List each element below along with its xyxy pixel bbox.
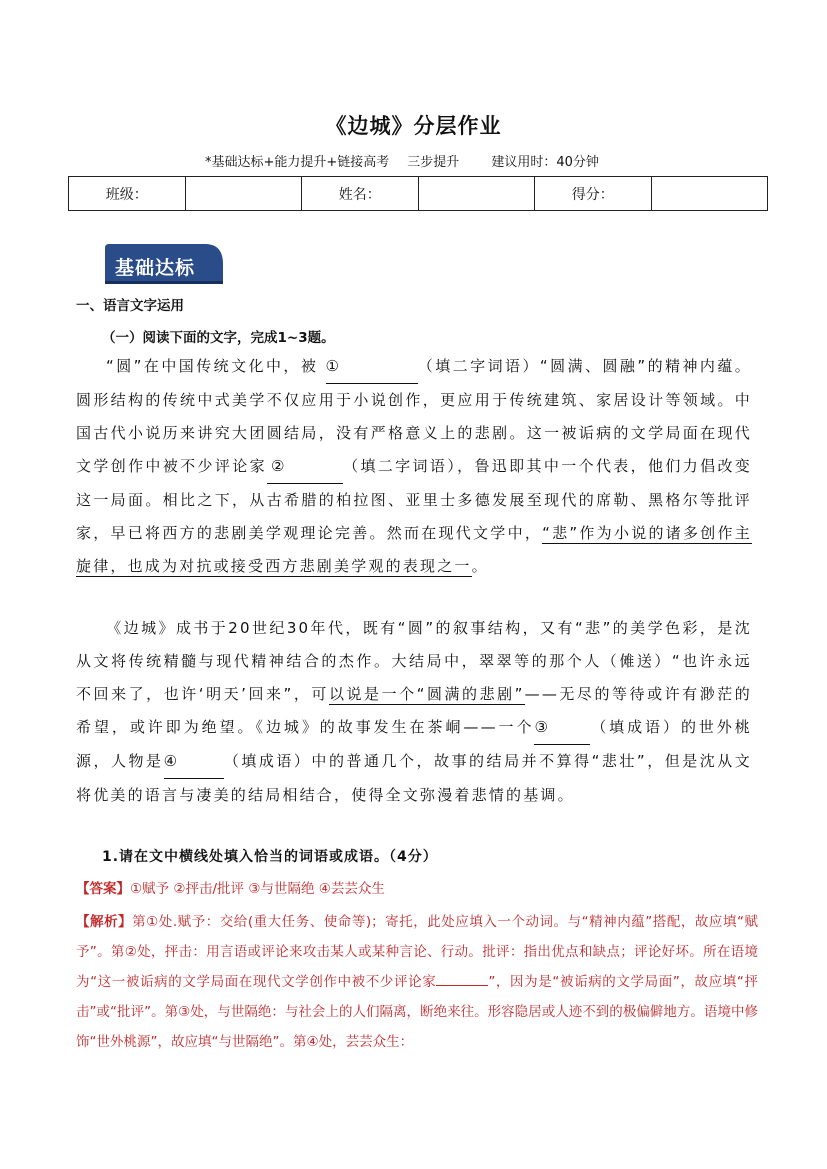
passage-text: （填成语）中的普通几个，故事的结局并不算得“悲壮”，但是沈从文将优美的语言与凄美的结局相结合，使得全文弥漫着悲情的基调。 xyxy=(76,752,752,804)
reading-instruction: （一）阅读下面的文字，完成1~3题。 xyxy=(102,330,335,346)
steps-label: 三步提升 xyxy=(407,155,460,170)
underlined-sentence: “悲”作为小说的诸多创作主旋律，也成为对抗或接受西方悲剧美学观的表现之一 xyxy=(76,524,752,575)
blank-2[interactable]: ② xyxy=(267,450,343,484)
answer-label: 【答案】 xyxy=(76,881,130,897)
section-heading: 一、语言文字运用 xyxy=(76,298,184,314)
page-title: 《边城》分层作业 xyxy=(325,114,502,138)
class-field[interactable] xyxy=(185,177,302,211)
passage-paragraph-2 xyxy=(76,612,752,812)
analysis-block xyxy=(76,907,758,1057)
name-field[interactable] xyxy=(418,177,535,211)
blank-3[interactable]: ③ xyxy=(534,711,590,745)
question-1: 1.请在文中横线处填入恰当的词语或成语。（4分） xyxy=(102,849,438,865)
underlined-phrase: 以说是一个“圆满的悲剧” xyxy=(328,685,525,703)
section-tab xyxy=(105,244,223,284)
answer-line xyxy=(76,877,385,897)
analysis-label: 【解析】 xyxy=(76,914,133,930)
blank-4[interactable]: ④ xyxy=(164,745,224,779)
analysis-text-continued: ”，因为是“被诟病的文学局面”，故应填“抨击”或“批评”。第③处，与世隔绝：与社会上的人们隔离，断绝来往。形容隐居或人迹不到的极偏僻地方。语境中修饰“世外桃源”，故应填“与世隔绝”。第④处，芸芸众生： xyxy=(76,974,758,1050)
section-tab-label: 基础达标 xyxy=(115,257,196,279)
passage-text: ——无尽的等待或许有渺茫的希望，或许即为绝望。《边城》的故事发生在茶峒——一个 xyxy=(76,685,752,736)
passage-paragraph-1 xyxy=(76,350,752,583)
answer-text: ①赋予 ②抨击/批评 ③与世隔绝 ④芸芸众生 xyxy=(130,881,385,897)
class-label: 班级： xyxy=(69,177,186,211)
passage-text: 《边城》成书于20世纪30年代，既有“圆”的叙事结构，又有“悲”的美学色彩，是沈从文将传统精髓与现代精神结合的杰作。大结局中，翠翠等的那个人（傩送）“也许永远不回来了，也许‘明天’回来”，可 xyxy=(76,619,752,703)
score-field[interactable] xyxy=(651,177,768,211)
passage-text: （填二字词语），鲁迅即其中一个代表，他们力倡改变这一局面。相比之下，从古希腊的柏拉图、亚里士多德发展至现代的席勒、黑格尔等批评家，早已将西方的悲剧美学观理论完善。然而在现代文学中， xyxy=(76,457,753,542)
passage-text: （填二字词语）“圆满、圆融”的精神内蕴。圆形结构的传统中式美学不仅应用于小说创作，更应用于传统建筑、家居设计等领域。中国古代小说历来讲究大团圆结局，没有严格意义上的悲剧。这一被诟病的文学局面在现代文学创作中被不少评论家 xyxy=(76,357,752,475)
analysis-blank xyxy=(436,985,488,986)
student-info-table xyxy=(68,176,768,211)
analysis-text: 第①处.赋予：交给(重大任务、使命等)；寄托，此处应填入一个动词。与“精神内蕴”搭配，故应填“赋予”。第②处，抨击：用言语或评论来攻击某人或某种言论、行动。批评：指出优点和缺点；评论好坏。所在语境为“这一被诟病的文学局面在现代文学创作中被不少评论家 xyxy=(76,914,759,990)
score-label: 得分： xyxy=(535,177,652,211)
passage-text: （填成语）的世外桃源，人物是 xyxy=(76,718,753,770)
tagline: *基础达标+能力提升+链接高考 xyxy=(205,155,390,170)
subtitle xyxy=(205,151,599,170)
suggested-time: 建议用时：40分钟 xyxy=(491,155,599,170)
name-label: 姓名： xyxy=(302,177,419,211)
passage-text: 。 xyxy=(471,557,489,575)
blank-1[interactable]: ① xyxy=(326,350,418,384)
passage-text: “圆”在中国传统文化中，被 xyxy=(106,357,326,375)
